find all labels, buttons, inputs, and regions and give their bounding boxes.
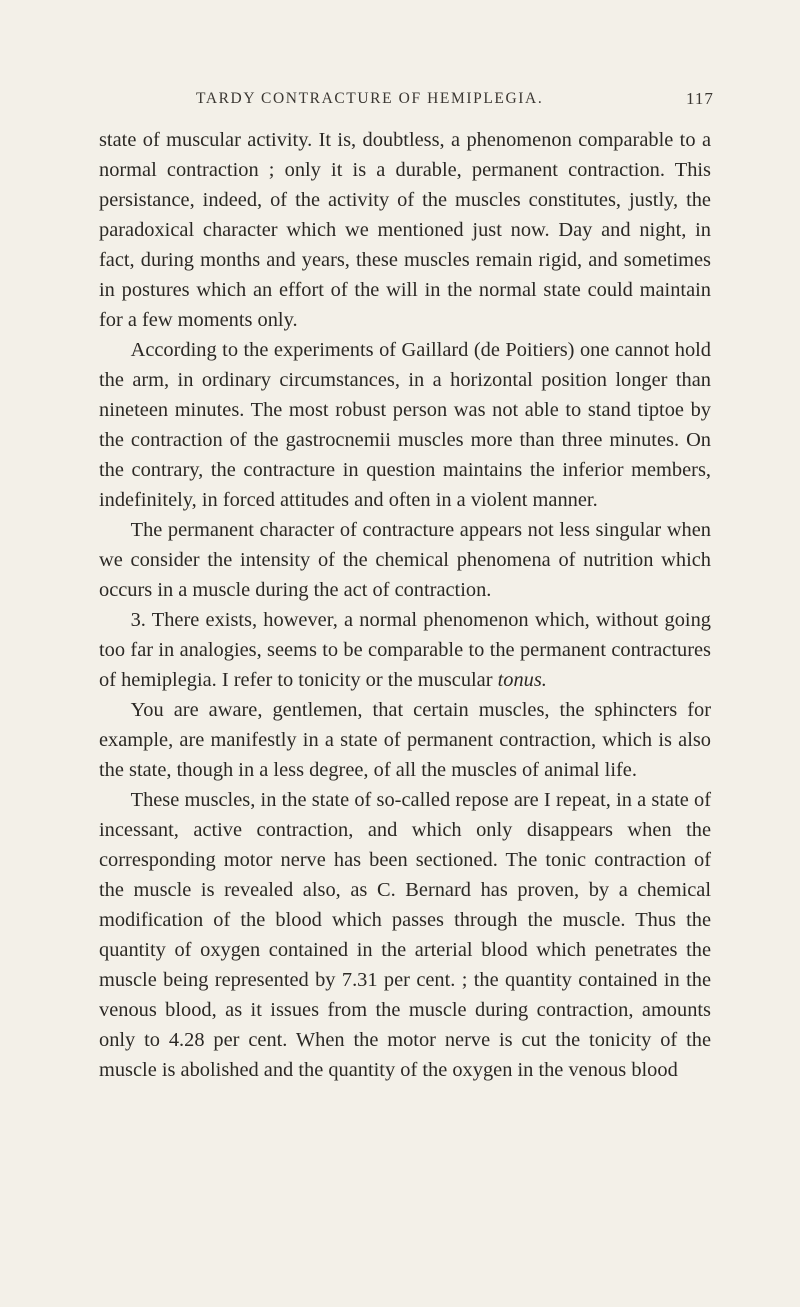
paragraph: These muscles, in the state of so-called repose are I repeat, in a state of incessant, active contraction, and which only disappears when the corresponding motor nerve has been sectioned. The tonic contraction of the muscle is revealed also, as C. Bernard has proven, by a chemical modification of the blood which passes through the muscle. Thus the quantity of oxygen contained in the arterial blood which penetrates the muscle being represented by 7.31 per cent. ; the quantity contained in the venous blood, as it issues from the muscle during contraction, amounts only to 4.28 per cent. When the motor nerve is cut the tonicity of the muscle is abolished and the quantity of the oxygen in the venous blood (99, 789, 711, 1081)
page-number: 117 (686, 89, 714, 108)
paragraph: state of muscular activity. It is, doubtless, a phenomenon comparable to a normal contraction ; only it is a durable, permanent contraction. This persistance, indeed, of the activity of the muscles constitutes, justly, the paradoxical character which we mentioned just now. Day and night, in fact, during months and years, these muscles remain rigid, and sometimes in postures which an effort of the will in the normal state could maintain for a few moments only. (99, 129, 711, 331)
paragraph: According to the experiments of Gaillard (de Poitiers) one cannot hold the arm, in ordinary circumstances, in a horizontal position longer than nineteen minutes. The most robust person was not able to stand tiptoe by the contraction of the gastrocnemii muscles more than three minutes. On the contrary, the contracture in question maintains the inferior members, indefinitely, in forced attitudes and often in a violent manner. (99, 339, 711, 511)
paragraph: The permanent character of contracture appears not less singular when we consider the intensity of the chemical phenomena of nutrition which occurs in a muscle during the act of contraction. (99, 519, 711, 601)
paragraph: You are aware, gentlemen, that certain muscles, the sphincters for example, are manifestly in a state of permanent contraction, which is also the state, though in a less degree, of all the muscles of animal life. (99, 699, 711, 781)
italic-term: tonus. (497, 669, 547, 691)
running-head (0, 90, 800, 116)
paragraph-text: 3. There exists, however, a normal phenomenon which, without going too far in analogies, seems to be comparable to the permanent contractures of hemiplegia. I refer to tonicity or the muscular (99, 609, 711, 691)
body-text (99, 125, 711, 1085)
running-title: TARDY CONTRACTURE OF HEMIPLEGIA. (196, 90, 544, 107)
paragraph (99, 605, 711, 695)
